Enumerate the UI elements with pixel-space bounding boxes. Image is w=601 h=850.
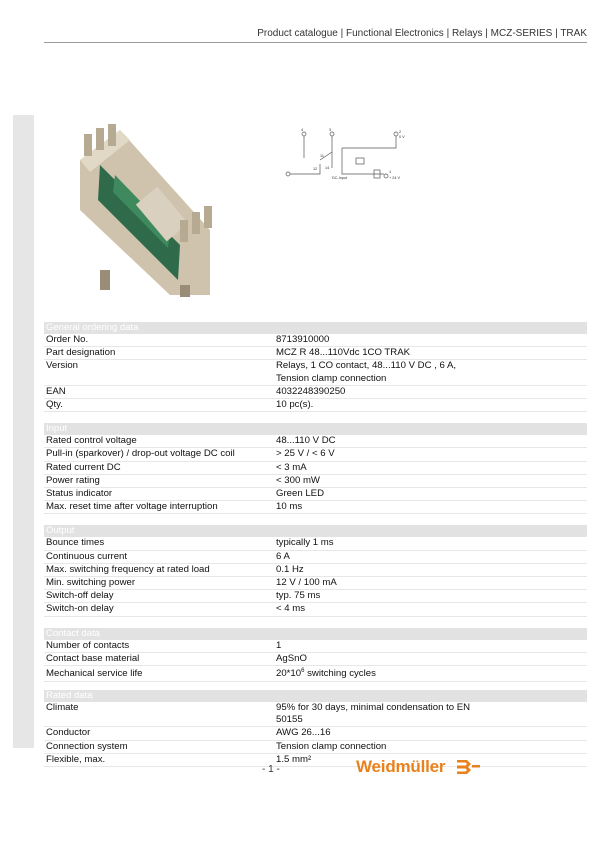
product-image (60, 120, 235, 300)
row-label: Min. switching power (46, 577, 136, 589)
table-row (44, 603, 587, 616)
row-value: 12 V / 100 mA (276, 577, 337, 589)
row-value: 0.1 Hz (276, 563, 304, 575)
row-label: Continuous current (46, 550, 128, 562)
section-title: Contact data (44, 628, 587, 640)
row-label: Rated control voltage (46, 435, 137, 447)
row-label: Order No. (46, 334, 89, 345)
table-row (44, 551, 587, 564)
row-value: $20*10^6$ switching cycles (276, 667, 376, 680)
row-value: 1 (276, 639, 282, 651)
table-row (44, 462, 587, 475)
row-label: Climate (46, 702, 79, 714)
schematic-label-12: 12 (313, 167, 318, 171)
row-label: Connection system (46, 740, 128, 752)
row-value: 95% for 30 days, minimal condensation to EN 50155 (276, 702, 471, 726)
row-label: Rated current DC (46, 461, 121, 473)
schematic-label-11: 11 (320, 154, 324, 158)
row-label: Status indicator (46, 488, 113, 500)
row-label: Number of contacts (46, 639, 130, 651)
row-label: Contact base material (46, 652, 140, 664)
row-value: 8713910000 (276, 334, 330, 345)
schematic-label-dc-input: DC-Input (332, 176, 348, 180)
table-row (44, 399, 587, 412)
row-value: 6 A (276, 550, 290, 562)
section-title: Input (44, 423, 587, 435)
row-value: 1.5 mm² (276, 753, 312, 765)
row-label: Part designation (46, 347, 116, 359)
table-row (44, 488, 587, 501)
schematic-label-24v: + 24 V (389, 176, 401, 180)
section-contact-data (44, 628, 587, 682)
table-row (44, 347, 587, 360)
table-row (44, 653, 587, 666)
row-value: typ. 75 ms (276, 590, 321, 602)
section-title: General ordering data (44, 322, 587, 334)
brand-logo (356, 757, 481, 777)
row-value: Tension clamp connection (276, 740, 387, 752)
table-row (44, 334, 587, 347)
table-row (44, 475, 587, 488)
section-input (44, 423, 587, 514)
row-label: Power rating (46, 474, 100, 486)
table-row (44, 702, 587, 727)
schematic-label-0v: 0 V (399, 135, 405, 139)
weidmuller-logo-icon (455, 758, 481, 776)
breadcrumb: Product catalogue | Functional Electronics | Relays | MCZ-SERIES | TRAK (257, 28, 587, 39)
section-output (44, 525, 587, 616)
row-value: 10 pc(s). (276, 399, 314, 411)
row-value: < 4 ms (276, 603, 306, 615)
row-label: Version (46, 360, 78, 372)
row-value: 10 ms (276, 501, 303, 513)
row-label: Max. reset time after voltage interruption (46, 501, 218, 513)
row-value: Green LED (276, 488, 324, 500)
row-value: typically 1 ms (276, 537, 334, 549)
row-label: Conductor (46, 727, 91, 739)
row-label: Pull-in (sparkover) / drop-out voltage DC coil (46, 448, 235, 460)
table-row (44, 754, 587, 767)
section-title: Output (44, 525, 587, 537)
table-row (44, 448, 587, 461)
table-row (44, 537, 587, 550)
row-label: Qty. (46, 399, 63, 411)
schematic-label-14: 14 (325, 166, 330, 170)
row-value: < 300 mW (276, 474, 320, 486)
brand-name: Weidmüller (356, 757, 446, 776)
row-value: 4032248390250 (276, 385, 346, 397)
row-value: AWG 26...16 (276, 727, 331, 739)
row-value: MCZ R 48...110Vdc 1CO TRAK (276, 347, 411, 359)
row-value: 48...110 V DC (276, 435, 336, 447)
table-row (44, 590, 587, 603)
section-general-ordering-data (44, 322, 587, 412)
row-value: < 3 mA (276, 461, 307, 473)
row-label: Max. switching frequency at rated load (46, 563, 210, 575)
table-row (44, 360, 587, 385)
table-row (44, 640, 587, 653)
wiring-schematic (282, 128, 414, 186)
header-divider (44, 42, 587, 43)
row-label: EAN (46, 385, 66, 397)
row-value: AgSnO (276, 652, 307, 664)
side-band (13, 115, 34, 748)
section-title: Rated data (44, 690, 587, 702)
row-label: Switch-on delay (46, 603, 114, 615)
row-label: Mechanical service life (46, 668, 143, 680)
schematic-label-3: 3 (329, 128, 332, 132)
row-value: Relays, 1 CO contact, 48...110 V DC , 6 A, Tension clamp connection (276, 360, 457, 384)
spec-table (44, 322, 587, 767)
table-row (44, 435, 587, 448)
schematic-label-2: 2 (399, 130, 402, 134)
page-number: - 1 - (262, 764, 280, 775)
row-label: Bounce times (46, 537, 105, 549)
table-row (44, 577, 587, 590)
table-row (44, 666, 587, 682)
table-row (44, 727, 587, 740)
table-row (44, 564, 587, 577)
schematic-label-4: 4 (301, 128, 304, 132)
table-row (44, 741, 587, 754)
row-label: Flexible, max. (46, 753, 106, 765)
table-row (44, 386, 587, 399)
table-row (44, 501, 587, 514)
row-label: Switch-off delay (46, 590, 114, 602)
row-value: > 25 V / < 6 V (276, 448, 335, 460)
schematic-label-1: 1 (389, 170, 392, 174)
section-rated-data (44, 690, 587, 767)
